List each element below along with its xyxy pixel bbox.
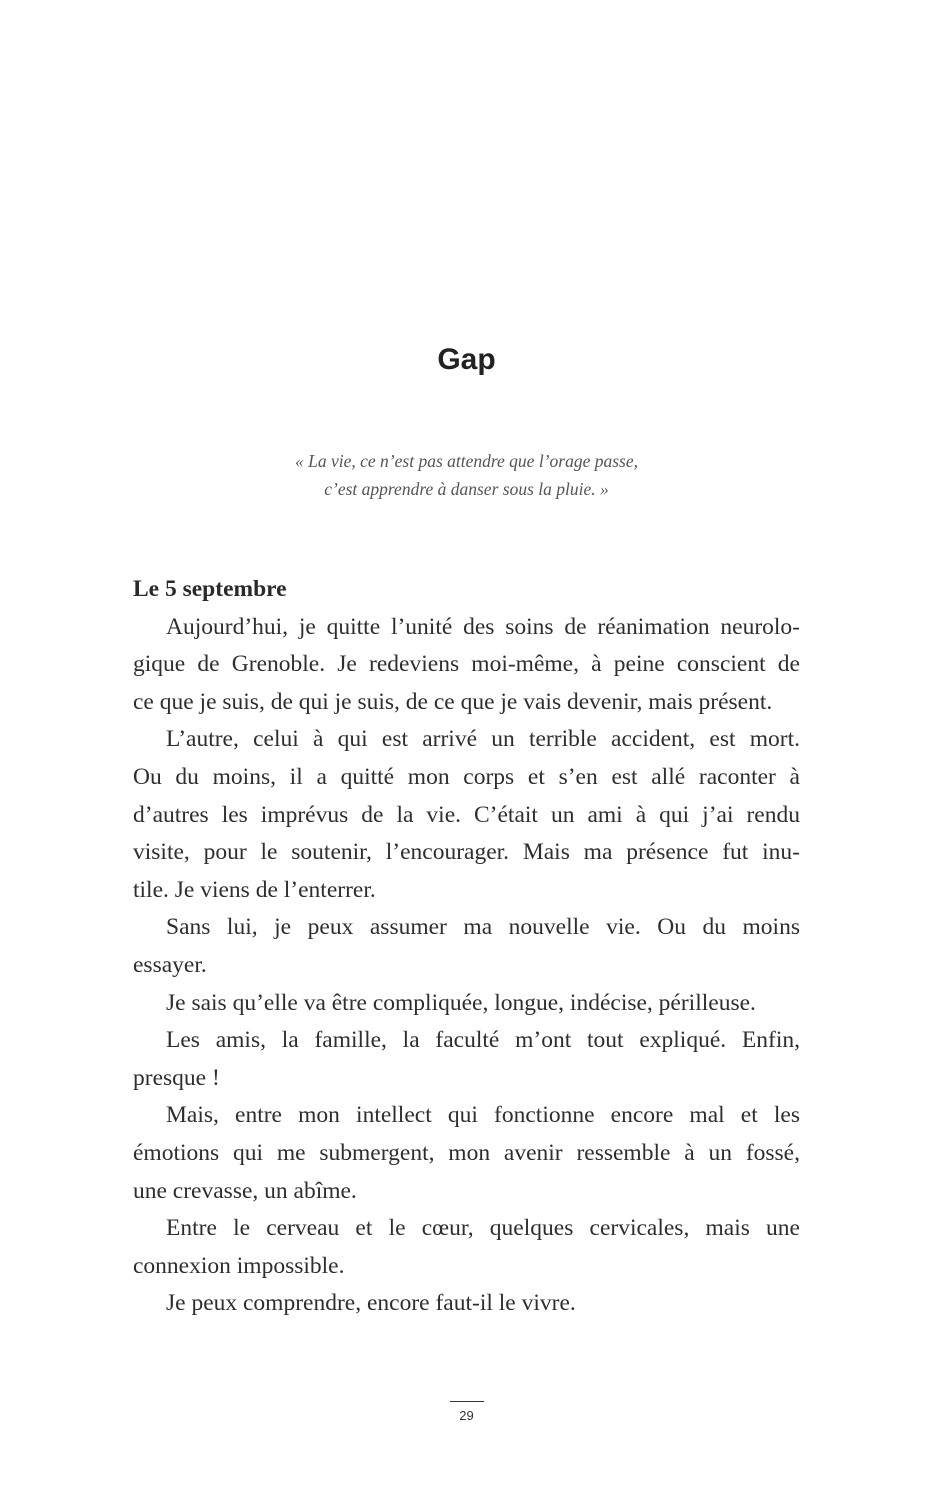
text-line: d’autres les imprévus de la vie. C’était un ami à qui j’ai rendu [133,801,800,828]
entry-body [133,609,800,1323]
chapter-title: Gap [437,343,496,376]
text-line: visite, pour le soutenir, l’encourager. Mais ma présence fut inu- [133,839,800,866]
epigraph [0,447,933,503]
text-line: connexion impossible. [133,1252,345,1279]
text-line: tile. Je viens de l’enterrer. [133,876,376,903]
epigraph-line: « La vie, ce n’est pas attendre que l’orage passe, [295,451,638,471]
text-line: émotions qui me submergent, mon avenir ressemble à un fossé, [133,1139,800,1166]
text-line: L’autre, celui à qui est arrivé un terrible accident, est mort. [166,726,800,753]
text-line: Je sais qu’elle va être compliquée, longue, indécise, périlleuse. [166,989,756,1016]
text-line: Aujourd’hui, je quitte l’unité des soins de réanimation neurolo- [166,613,800,640]
text-line: presque ! [133,1064,220,1091]
text-line: ce que je suis, de qui je suis, de ce que je vais devenir, mais présent. [133,688,773,715]
entry-date-heading: Le 5 septembre [133,576,287,602]
folio-rule-divider [450,1401,484,1402]
text-line: Ou du moins, il a quitté mon corps et s’en est allé raconter à [133,763,800,790]
text-line: essayer. [133,951,207,978]
text-line: Je peux comprendre, encore faut-il le vivre. [166,1290,576,1317]
text-line: Sans lui, je peux assumer ma nouvelle vie. Ou du moins [166,914,800,941]
text-line: Entre le cerveau et le cœur, quelques cervicales, mais une [166,1215,800,1242]
text-line: une crevasse, un abîme. [133,1177,357,1204]
text-line: Mais, entre mon intellect qui fonctionne encore mal et les [166,1102,800,1129]
text-line: gique de Grenoble. Je redeviens moi-même, à peine conscient de [133,651,800,678]
page-number: 29 [459,1408,474,1423]
journal-entry [133,571,800,1323]
page-footer [0,1401,933,1424]
text-line: Les amis, la famille, la faculté m’ont tout expliqué. Enfin, [166,1027,800,1054]
epigraph-line: c’est apprendre à danser sous la pluie. » [324,479,609,499]
